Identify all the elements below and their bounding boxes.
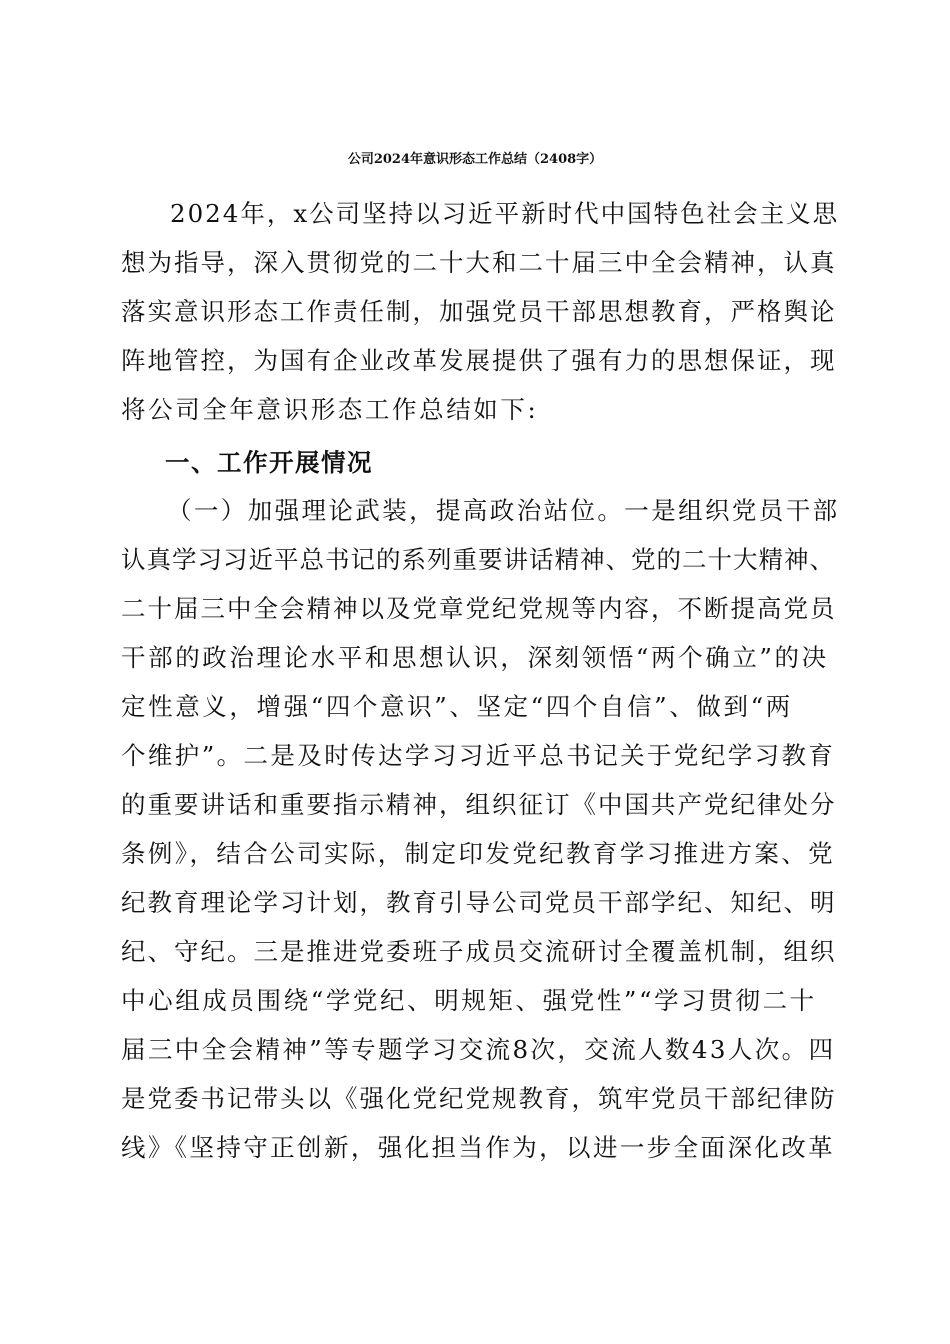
paragraph-line: 是党委书记带头以《强化党纪党规教育，筑牢党员干部纪律防 — [121, 1084, 837, 1113]
paragraph-line: 纪、守纪。三是推进党委班子成员交流研讨全覆盖机制，组织 — [121, 937, 837, 966]
paragraph-line: 落实意识形态工作责任制，加强党员干部思想教育，严格舆论 — [121, 297, 837, 326]
document-title: 公司2024年意识形态工作总结（2408字） — [347, 152, 603, 167]
paragraph-line: 二十届三中全会精神以及党章党纪党规等内容，不断提高党员 — [121, 594, 837, 623]
paragraph-line: 届三中全会精神”等专题学习交流8次，交流人数43人次。四 — [121, 1035, 836, 1064]
paragraph-line: 个维护”。二是及时传达学习习近平总书记关于党纪学习教育 — [121, 741, 836, 770]
paragraph-line: 阵地管控，为国有企业改革发展提供了强有力的思想保证，现 — [121, 346, 837, 375]
paragraph-line: 纪教育理论学习计划，教育引导公司党员干部学纪、知纪、明 — [121, 888, 837, 917]
paragraph-line: 想为指导，深入贯彻党的二十大和二十届三中全会精神，认真 — [121, 248, 837, 277]
paragraph-line: 中心组成员围绕“学党纪、明规矩、强党性”“学习贯彻二十 — [121, 986, 817, 1015]
paragraph-line: 线》《坚持守正创新，强化担当作为，以进一步全面深化改革 — [121, 1133, 836, 1162]
paragraph-line: 定性意义，增强“四个意识”、坚定“四个自信”、做到“两 — [121, 692, 793, 721]
paragraph-line: 的重要讲话和重要指示精神，组织征订《中国共产党纪律处分 — [121, 790, 837, 819]
section-heading: 一、工作开展情况 — [165, 448, 373, 477]
paragraph-line: （一）加强理论武装，提高政治站位。一是组织党员干部 — [167, 496, 840, 525]
paragraph-line: 条例》，结合公司实际，制定印发党纪教育学习推进方案、党 — [121, 839, 836, 868]
paragraph-line: 将公司全年意识形态工作总结如下: — [121, 395, 539, 424]
paragraph-line: 干部的政治理论水平和思想认识，深刻领悟“两个确立”的决 — [121, 643, 829, 672]
paragraph-line: 认真学习习近平总书记的系列重要讲话精神、党的二十大精神、 — [121, 545, 835, 574]
paragraph-line: 2024年，x公司坚持以习近平新时代中国特色社会主义思 — [170, 199, 840, 228]
